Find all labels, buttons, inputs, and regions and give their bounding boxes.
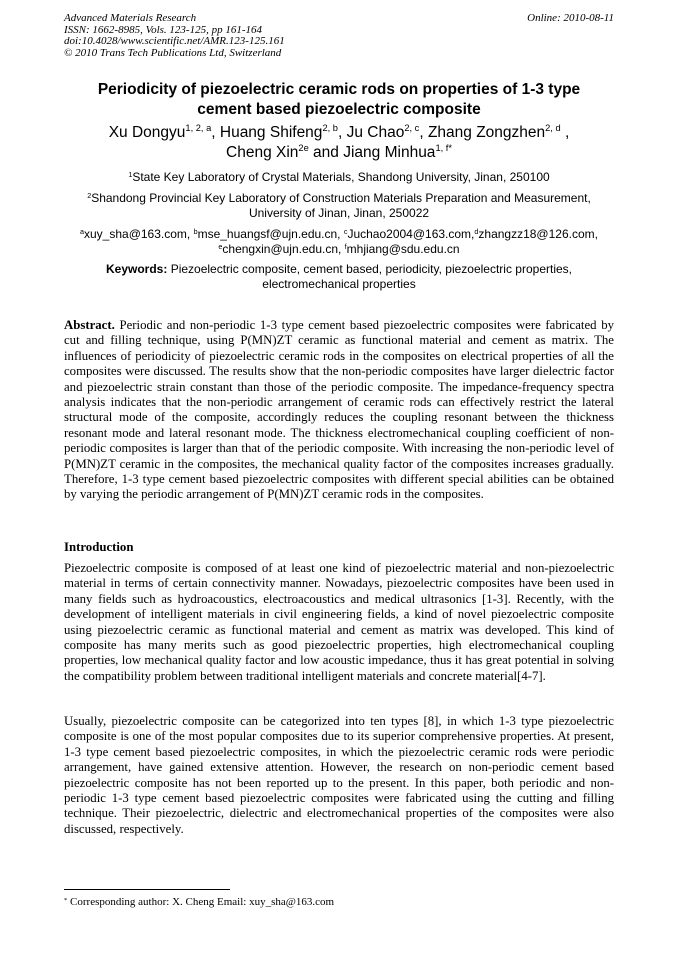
keywords-label: Keywords: [106, 262, 168, 276]
journal-name: Advanced Materials Research [64, 12, 197, 24]
keywords [64, 262, 614, 292]
copyright-line: © 2010 Trans Tech Publications Ltd, Switzerland [64, 46, 282, 59]
title-line-1: Periodicity of piezoelectric ceramic rods on properties of 1-3 type [97, 81, 581, 98]
affiliation-mark: 1 [128, 169, 133, 179]
email-link[interactable]: chengxin@ujn.edu.cn, [222, 242, 345, 256]
online-date: Online: 2010-08-11 [527, 12, 614, 24]
email-mark: d [474, 226, 479, 236]
author-name: Jiang Minhua [343, 144, 436, 161]
email-mark: f [344, 241, 347, 251]
affiliation-mark: 2 [87, 190, 92, 200]
paper-title [64, 80, 614, 120]
doi-line: doi:10.4028/www.scientific.net/AMR.123-125.161 [64, 35, 285, 47]
author-separator: , [211, 124, 220, 141]
abstract [64, 318, 614, 503]
email-mark: b [193, 226, 198, 236]
footnote-divider [64, 889, 230, 890]
affiliation-text: Shandong Provincial Key Laboratory of Construction Materials Preparation and Measurement, University of Jinan, Jinan, 250022 [91, 191, 591, 220]
title-line-2: cement based piezoelectric composite [197, 101, 481, 118]
affiliation-1 [64, 170, 614, 185]
author-name: Xu Dongyu [108, 124, 186, 141]
issn-line: ISSN: 1662-8985, Vols. 123-125, pp 161-164 [64, 23, 262, 36]
email-link[interactable]: zhangzz18@126.com, [478, 227, 598, 241]
affiliation-2 [64, 191, 614, 221]
introduction-paragraph-1: Piezoelectric composite is composed of at least one kind of piezoelectric material and non-piezoelectric material in terms of certain connectivity manner. Nowadays, piezoelectric composites have been used in many fields such as hydroacoustics, electroacoustics and medical ultrasonics [1-3]. Recently, with the development of intelligent materials in civil engineering fields, a kind of novel piezoelectric composite using piezoelectric ceramic as functional material and cement as matrix was developed. This kind of composite has many merits such as good piezoelectric properties, high electromechanical coupling properties, low mechanical quality factor and low acoustic impedance, thus it has great potential in solving the compatibility problem between traditional intelligent materials and concrete material[4-7]. [64, 561, 614, 683]
footnote [64, 896, 334, 910]
author-name: Ju Chao [346, 124, 405, 141]
email-link[interactable]: xuy_sha@163.com, [84, 227, 194, 241]
email-mark: a [80, 226, 84, 236]
author-separator: , [419, 124, 428, 141]
email-link[interactable]: mse_huangsf@ujn.edu.cn, [197, 227, 344, 241]
author-separator: and [308, 144, 344, 161]
journal-header [64, 13, 285, 59]
author-name: Zhang Zongzhen [427, 124, 546, 141]
affiliation-text: State Key Laboratory of Crystal Materials, Shandong University, Jinan, 250100 [132, 170, 550, 184]
author-emails [64, 227, 614, 257]
email-link[interactable]: Juchao2004@163.com, [347, 227, 475, 241]
introduction-paragraph-2: Usually, piezoelectric composite can be categorized into ten types [8], in which 1-3 type piezoelectric composite is one of the most popular composites due to its superior comprehensive properties. At present, 1-3 type cement based piezoelectric composites, in which the piezoelectric ceramic rods were periodic arrangement, have gained extensive attention. However, the research on non-periodic cement based piezoelectric composite has not been reported up to the present. In this paper, both periodic and non-periodic 1-3 type cement based piezoelectric composites were fabricated using the cutting and filling technique. Their piezoelectric, dielectric and electromechanical properties of the composites were also discussed, respectively. [64, 714, 614, 836]
abstract-label: Abstract. [64, 318, 115, 332]
author-name: Huang Shifeng [219, 124, 323, 141]
author-affiliation-mark: 1, 2, a [185, 123, 212, 134]
section-heading-introduction: Introduction [64, 540, 134, 554]
author-affiliation-mark: 2, b [322, 123, 338, 134]
author-separator: , [337, 124, 347, 141]
keywords-text: Piezoelectric composite, cement based, periodicity, piezoelectric properties, electromechanical properties [167, 262, 572, 291]
author-affiliation-mark: 2, c [404, 123, 420, 134]
author-affiliation-mark: 1, f* [435, 143, 452, 154]
footnote-mark: * [64, 896, 68, 904]
email-link[interactable]: mhjiang@sdu.edu.cn [346, 242, 460, 256]
author-name: Cheng Xin [226, 144, 299, 161]
footnote-text: Corresponding author: X. Cheng Email: xuy_sha@163.com [67, 896, 335, 908]
author-separator: , [560, 124, 570, 141]
email-mark: c [343, 226, 348, 236]
author-affiliation-mark: 2, d [545, 123, 561, 134]
author-affiliation-mark: 2e [298, 143, 309, 154]
abstract-text: Periodic and non-periodic 1-3 type cement based piezoelectric composites were fabricated by cut and filling technique, using P(MN)ZT ceramic as functional material and cement as matrix. The influences of periodicity of piezoelectric ceramic rods in the composites on electrical properties of all the composites were discussed. The results show that the non-periodic composites have larger dielectric factor and piezoelectric strain constant than those of the periodic composite. The impedance-frequency spectra analysis indicates that the non-periodic arrangement of ceramic rods can effectively restrict the lateral structural mode of the composite, accordingly reduces the coupling resonant between the thickness resonant mode and lateral resonant mode. The thickness electromechanical coupling coefficient of non-periodic composites is larger than that of the periodic composite. With increasing the non-periodic level of P(MN)ZT ceramic in the composites, the mechanical quality factor of the composites increases gradually. Therefore, 1-3 type cement based piezoelectric composites with different special abilities can be obtained by varying the periodic arrangement of P(MN)ZT ceramic rods in the composites. [64, 318, 614, 502]
author-list [64, 123, 614, 163]
email-mark: e [218, 241, 223, 251]
